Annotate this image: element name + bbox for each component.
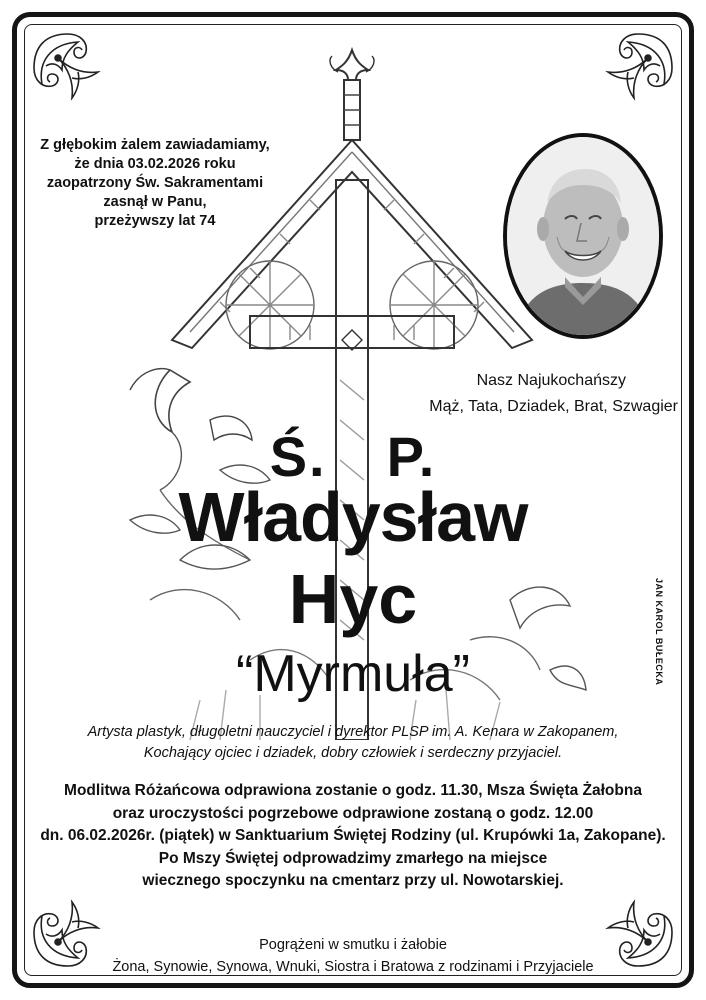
funeral-line: dn. 06.02.2026r. (piątek) w Sanktuarium Świętej Rodziny (ul. Krupówki 1a, Zakopane). — [40, 827, 666, 844]
bio-line: Kochający ojciec i dziadek, dobry człowiek i serdeczny przyjaciel. — [143, 745, 563, 761]
prefix-s: Ś. — [269, 425, 327, 488]
intro-text — [32, 136, 278, 231]
bio-line: Artysta plastyk, długoletni nauczyciel i dyrektor PLSP im. A. Kenara w Zakopanem, — [87, 724, 619, 740]
intro-line: przeżywszy lat 74 — [94, 213, 216, 229]
bio-text — [0, 722, 706, 764]
mourners-text — [0, 934, 706, 978]
deceased-first-name: Władysław — [178, 478, 528, 556]
funeral-info — [0, 780, 706, 893]
mourners-line: Pogrążeni w smutku i żałobie — [259, 937, 447, 953]
corner-ornament-icon — [592, 28, 678, 114]
intro-line: Z głębokim żalem zawiadamiamy, — [40, 137, 270, 153]
intro-line: że dnia 03.02.2026 roku — [74, 156, 236, 172]
family-role-title: Nasz Najukochańszy — [476, 372, 626, 389]
artist-signature: JAN KAROL BUŁECKA — [654, 578, 664, 686]
deceased-nickname: “Myrmuła” — [236, 645, 470, 703]
corner-ornament-icon — [28, 28, 114, 114]
deceased-last-name: Hyc — [288, 560, 418, 638]
mourners-line: Żona, Synowie, Synowa, Wnuki, Siostra i Bratowa z rodzinami i Przyjaciele — [112, 959, 594, 975]
funeral-line: Po Mszy Świętej odprowadzimy zmarłego na miejsce — [158, 849, 548, 867]
family-role-list: Mąż, Tata, Dziadek, Brat, Szwagier — [429, 398, 678, 415]
portrait-photo — [503, 133, 663, 339]
intro-line: zasnął w Panu, — [103, 194, 207, 210]
funeral-line: Modlitwa Różańcowa odprawiona zostanie o godz. 11.30, Msza Święta Żałobna — [64, 782, 642, 799]
intro-line: zaopatrzony Św. Sakramentami — [46, 175, 264, 191]
prefix-p: P. — [386, 425, 437, 488]
funeral-line: oraz uroczystości pogrzebowe odprawione zostaną o godz. 12.00 — [112, 804, 594, 822]
funeral-line: wiecznego spoczynku na cmentarz przy ul. Nowotarskiej. — [142, 872, 564, 889]
